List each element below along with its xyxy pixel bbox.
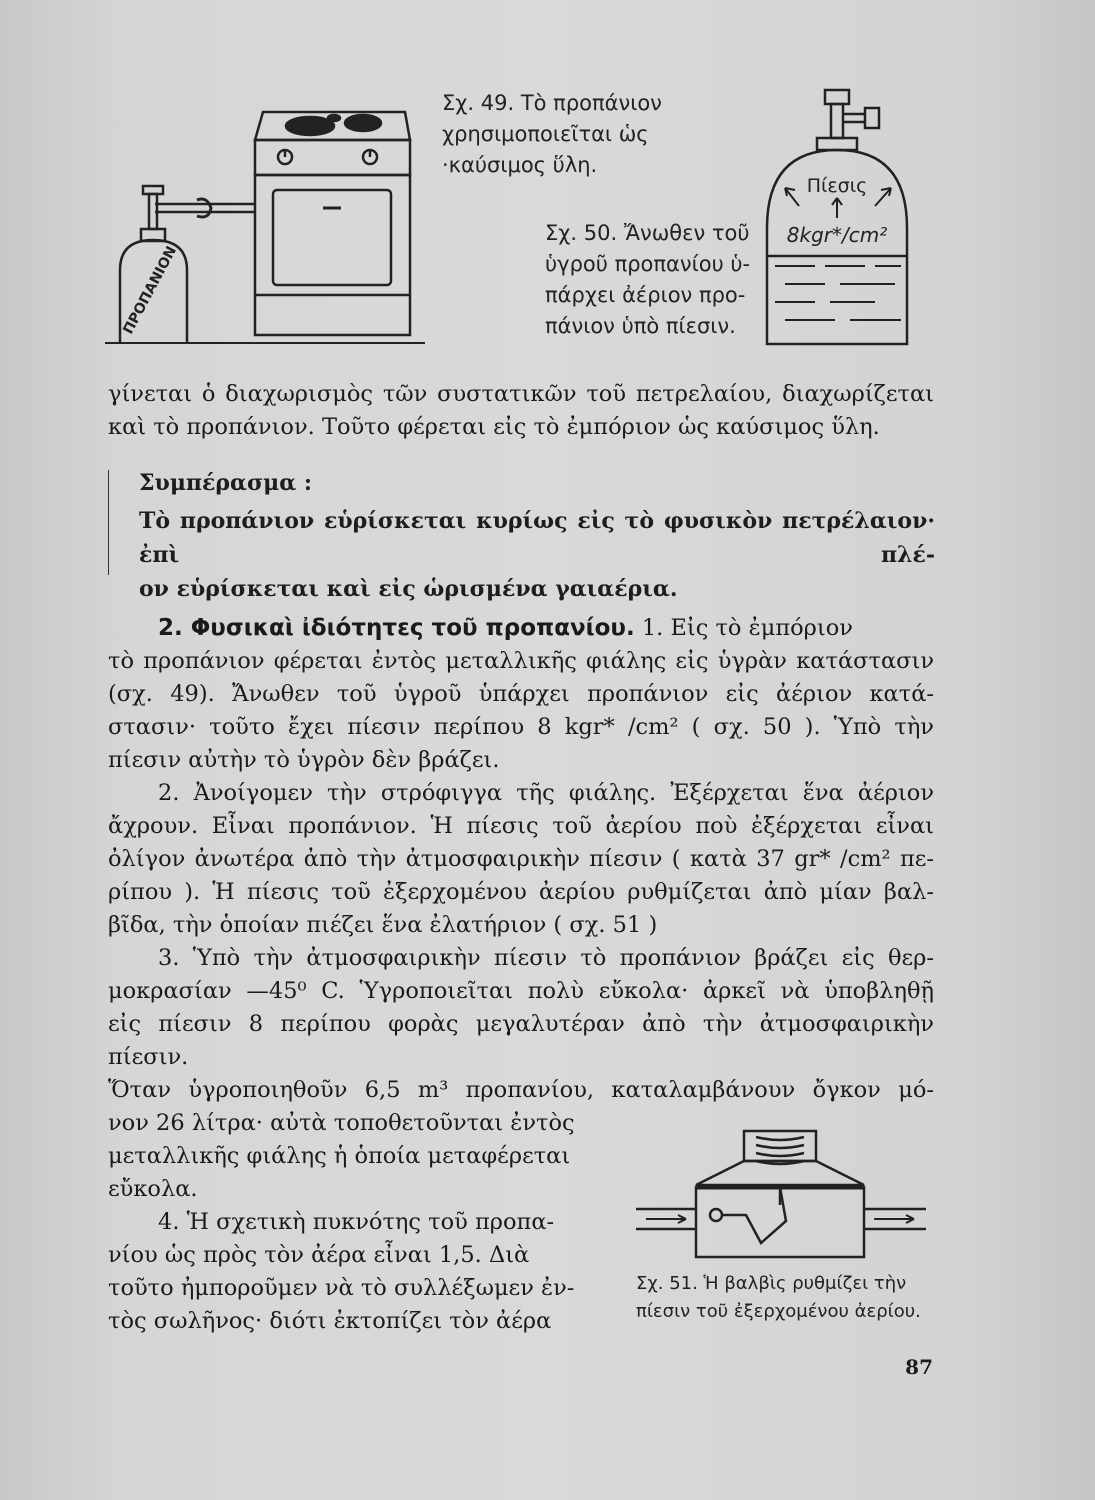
figure-51-caption [636,1270,921,1326]
conclusion-body [139,504,935,606]
caption-line: πάνιον ὑπὸ πίεσιν. [545,314,736,338]
text-line: 2. Ἀνοίγομεν τὴν στρόφιγγα τῆς φιάλης. Ἐξέρχεται ἕνα ἀέριον [158,780,934,806]
text-line: μεταλλικῆς φιάλης ἡ ὁποία μεταφέρεται [108,1143,571,1169]
caption-line: χρησιμοποιεῖται ὡς [442,122,649,146]
figure-50-bottle-illustration [755,88,925,350]
caption-line: ·καύσιμος ὕλη. [442,153,598,177]
text-line: στασιν· τοῦτο ἔχει πίεσιν περίπου 8 kgr* /cm² ( σχ. 50 ). Ὑπὸ τὴν [108,714,934,740]
text-line: νον 26 λίτρα· αὐτὰ τοποθετοῦνται ἐντὸς [108,1110,575,1136]
section-heading: 2. Φυσικαὶ ἰδιότητες τοῦ προπανίου. [158,615,635,641]
text-line: πίεσιν αὐτὴν τὸ ὑγρὸν δὲν βράζει. [108,747,500,773]
figure-49-caption [442,88,662,181]
intro-paragraph [108,378,934,444]
conclusion-box [108,470,935,602]
text-line: τοῦτο ἠμποροῦμεν νὰ τὸ συλλέξωμεν ἐν- [108,1275,575,1301]
text-line: (σχ. 49). Ἄνωθεν τοῦ ὑγροῦ ὑπάρχει προπάνιον εἰς ἀέριον κατά- [108,681,934,707]
text-line: βῖδα, τὴν ὁποίαν πιέζει ἕνα ἐλατήριον ( σχ. 51 ) [108,912,658,938]
text-line: ὀλίγον ἀνωτέρα ἀπὸ τὴν ἀτμοσφαιρικὴν πίεσιν ( κατὰ 37 gr* /cm² πε- [108,846,934,872]
text-line: 3. Ὑπὸ τὴν ἀτμοσφαιρικὴν πίεσιν τὸ προπάνιον βράζει εἰς θερ- [158,945,934,971]
text-line: ρίπου ). Ἡ πίεσις τοῦ ἐξερχομένου ἀερίου ρυθμίζεται ἀπὸ μίαν βαλ- [108,879,934,905]
fig50-pressure-label: Πίεσις [806,175,868,197]
text-line: Ὅταν ὑγροποιηθοῦν 6,5 m³ προπανίου, καταλαμβάνουν ὄγκον μό- [108,1077,934,1103]
figure-50-caption [545,218,750,342]
figure-51-valve-illustration [636,1125,936,1265]
text-line: γίνεται ὁ διαχωρισμὸς τῶν συστατικῶν τοῦ πετρελαίου, διαχωρίζεται [108,381,934,407]
caption-line: πάρχει ἀέριον προ- [545,283,746,307]
text-line: Τὸ προπάνιον εὑρίσκεται κυρίως εἰς τὸ φυσικὸν πετρέλαιον· ἐπὶ πλέ- [139,508,935,568]
text-line: καὶ τὸ προπάνιον. Τοῦτο φέρεται εἰς τὸ ἐμπόριον ὡς καύσιμος ὕλη. [108,414,880,440]
text-line: τὸ προπάνιον φέρεται ἐντὸς μεταλλικῆς φιάλης εἰς ὑγρὰν κατάστασιν [108,648,934,674]
caption-line: Σχ. 51. Ἡ βαλβὶς ρυθμίζει τὴν [636,1273,907,1294]
text-line: εὔκολα. [108,1176,198,1202]
text-line: νίου ὡς πρὸς τὸν ἀέρα εἶναι 1,5. Διὰ [108,1242,530,1268]
text-line: 4. Ἡ σχετικὴ πυκνότης τοῦ προπα- [158,1209,555,1235]
text-line: μοκρασίαν —45⁰ C. Ὑγροποιεῖται πολὺ εὔκολα· ἀρκεῖ νὰ ὑποβληθῇ [108,978,934,1004]
text-fragment: 1. Εἰς τὸ ἐμπόριον [641,615,853,641]
text-line: εἰς πίεσιν 8 περίπου φορὰς μεγαλυτέραν ἀπὸ τὴν ἀτμοσφαιρικὴν πίεσιν. [108,1011,934,1070]
conclusion-title: Συμπέρασμα : [139,470,312,496]
text-line: ἄχρουν. Εἶναι προπάνιον. Ἡ πίεσις τοῦ ἀερίου ποὺ ἐξέρχεται εἶναι [108,813,934,839]
caption-line: πίεσιν τοῦ ἐξερχομένου ἀερίου. [636,1301,921,1322]
text-line: τὸς σωλῆνος· διότι ἐκτοπίζει τὸν ἀέρα [108,1308,552,1334]
section-heading-line [108,612,934,645]
figure-49-stove-illustration [105,100,425,350]
page-number: 87 [905,1355,933,1379]
caption-line: Σχ. 49. Τὸ προπάνιον [442,91,662,115]
fig49-bottle-label: ΠΡΟΠΑΝΙΟΝ [120,243,181,337]
text-line: ον εὑρίσκεται καὶ εἰς ὡρισμένα γαιαέρια. [139,576,678,602]
caption-line: ὑγροῦ προπανίου ὑ- [545,252,751,276]
fig50-pressure-value: 8kgr*/cm² [786,223,888,247]
caption-line: Σχ. 50. Ἄνωθεν τοῦ [545,221,750,245]
